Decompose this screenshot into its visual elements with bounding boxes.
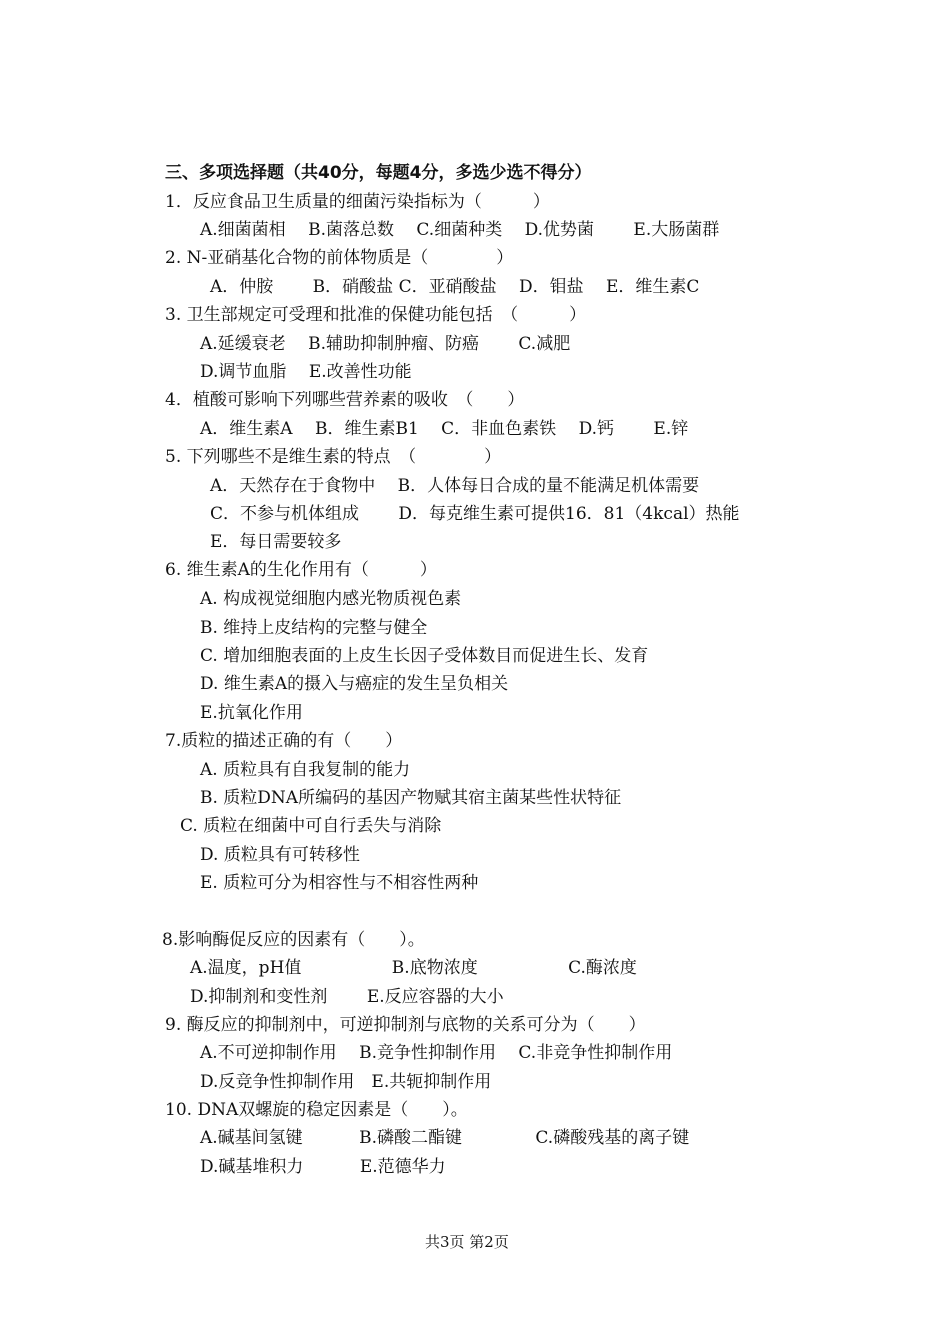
question-stem: 9. 酶反应的抑制剂中，可逆抑制剂与底物的关系可分为（ ） [165,1015,646,1035]
question-options: A．维生素A B．维生素B1 C．非血色素铁 D.钙 E.锌 [200,419,689,439]
question-options: A．仲胺 B．硝酸盐 C．亚硝酸盐 D．钼盐 E．维生素C [210,277,700,297]
question-options: D. 质粒具有可转移性 [200,845,360,865]
question-options: A.碱基间氢键 B.磷酸二酯键 C.磷酸残基的离子键 [200,1128,690,1148]
question-stem: 5. 下列哪些不是维生素的特点 （ ） [165,447,502,467]
question-stem: 10. DNA双螺旋的稳定因素是（ ）。 [165,1100,468,1120]
question-options: A. 构成视觉细胞内感光物质视色素 [200,589,462,609]
question-options: D.反竞争性抑制作用 E.共轭抑制作用 [200,1072,492,1092]
question-options: C．不参与机体组成 D．每克维生素可提供16．81（4kcal）热能 [210,504,740,524]
question-options: A.延缓衰老 B.辅助抑制肿瘤、防癌 C.减肥 [200,334,571,354]
question-options: E.抗氧化作用 [200,703,303,723]
question-stem: 4．植酸可影响下列哪些营养素的吸收 （ ） [165,390,525,410]
question-options: D. 维生素A的摄入与癌症的发生呈负相关 [200,674,509,694]
question-options: E. 质粒可分为相容性与不相容性两种 [200,873,479,893]
question-stem: 2. N-亚硝基化合物的前体物质是（ ） [165,248,514,268]
question-options: A.不可逆抑制作用 B.竞争性抑制作用 C.非竞争性抑制作用 [200,1043,673,1063]
question-options: D.抑制剂和变性剂 E.反应容器的大小 [190,987,504,1007]
question-options: A. 质粒具有自我复制的能力 [200,760,411,780]
section-title: 三、多项选择题（共40分，每题4分，多选少选不得分） [165,163,592,183]
question-stem: 7.质粒的描述正确的有（ ） [165,731,403,751]
question-options: C. 增加细胞表面的上皮生长因子受体数目而促进生长、发育 [200,646,649,666]
page-footer: 共3页 第2页 [425,1233,509,1251]
question-stem: 6. 维生素A的生化作用有（ ） [165,560,437,580]
question-options: A．天然存在于食物中 B．人体每日合成的量不能满足机体需要 [210,476,700,496]
question-options: B. 维持上皮结构的完整与健全 [200,618,428,638]
question-options: A.细菌菌相 B.菌落总数 C.细菌种类 D.优势菌 E.大肠菌群 [200,220,720,240]
question-stem: 3. 卫生部规定可受理和批准的保健功能包括 （ ） [165,305,587,325]
question-stem: 1．反应食品卫生质量的细菌污染指标为（ ） [165,192,550,212]
question-options: D.调节血脂 E.改善性功能 [200,362,412,382]
question-stem: 8.影响酶促反应的因素有（ ）。 [162,930,425,950]
question-options: C. 质粒在细菌中可自行丢失与消除 [180,816,442,836]
question-options: A.温度，pH值 B.底物浓度 C.酶浓度 [190,958,637,978]
question-options: B. 质粒DNA所编码的基因产物赋其宿主菌某些性状特征 [200,788,622,808]
question-options: D.碱基堆积力 E.范德华力 [200,1157,446,1177]
question-options: E．每日需要较多 [210,532,342,552]
